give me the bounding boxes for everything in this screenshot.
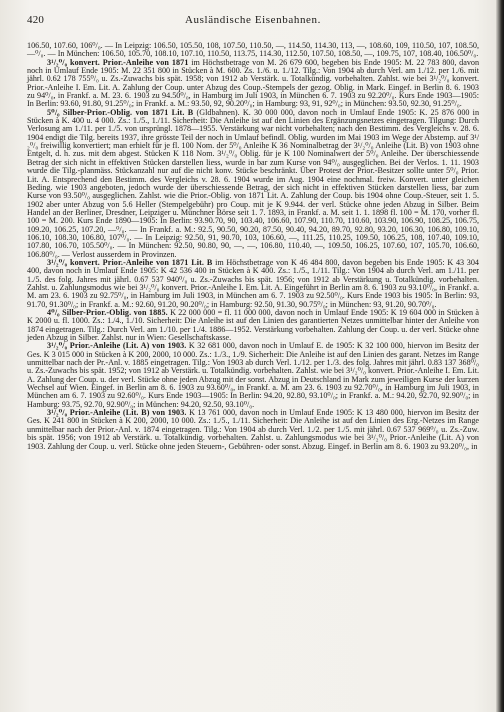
bond-title: 3¹/₂⁰/₀ konvert. Prior.-Anleihe von 1871 Lit. B bbox=[47, 257, 213, 267]
paragraph bbox=[27, 309, 479, 342]
paragraph-text: K 22 000 000 = fl. 11 000 000, davon noch in Umlauf Ende 1905: K 19 604 000 in Stücken à K 2000 u. fl. 1000. Zs.: 1./4., 1./10. Sicherheit: Die Anleihe ist auf den Linien des garantierten Netzes unmittelbar hinter der Anleihe von 1874 eingetragen. Tilg.: Durch Verl. am 1./10. per 1./4. 1886—1952. Verstärkung vorbehalten. Zahlung der Coup. u. der verl. Stücke ohne jeden Abzug in Silber. Zahlst. nur in Wien: Gesellschaftskasse. bbox=[27, 308, 480, 343]
bond-title: 5⁰/₀ Silber-Prior.-Oblig. von 1871 Lit. B bbox=[47, 107, 194, 117]
paragraph bbox=[27, 42, 479, 59]
body-text bbox=[27, 42, 479, 451]
bond-title: 3¹/₂⁰/₀ Prior.-Anleihe (Lit. A) von 1903. bbox=[47, 341, 187, 351]
paragraph bbox=[27, 409, 479, 451]
running-title: Ausländische Eisenbahnen. bbox=[185, 14, 321, 26]
bond-title: 3¹/₂⁰/₀ Prior.-Anleihe (Lit. B) von 1903. bbox=[47, 408, 187, 418]
paragraph-text: (Gldbahnen). K. 30 000 000, davon noch in Umlauf Ende 1905: K. 25 876 000 in Stücken à K. 400 u. 4 000. Zs.: 1./5., 1./11. Sicherheit: Die Anleihe ist auf den Linien des Ergänzungsnetzes eingetragen. Tilgung: Durch Verlosung am 1./11. per 1./5. von ursprüngl. 1878—1955. Verstärkung war nicht vorbehalten; nach den Bestimm. des Vergleichs v. 28. 6. 1904 endigt die Tilg. bereits 1937, ihre grösste Teil der noch in Umlauf befindl. Oblig. wurden im Mai 1903 im Wege der Abstemp. auf 3¹/₂⁰/₀ freiwillig konvertiert; man erhielt für je fl. 100 Nom. der 5⁰/₀ Anleihe K 36 Nominalbetrag der 3¹/₂⁰/₀ Anleihe (Lit. B) von 1903 ohne Entgelt, d. h. zus. mit dem abgest. Stücken K 118 Nom. 3¹/₂⁰/₀ Oblig. für je K 100 Nominalwert der 5⁰/₀ Anleihe. Der überschiessende Betrag der sich nicht in effektiven Stücken darstellen liess, wurde in bar zum Kurse von 94⁰/₀ ausgeglichen. Bei der Verlos. 1. 11. 1903 wurde die Tilg.-planmäss. Stückanzahl nur auf die nicht konv. Stücke beschränkt. Über Protest der Prior.-Besitzer sollte unter 5⁰/₀ Prior. Lit. A. Entsprechend den Bestimm. des Vergleichs v. 28. 6. 1904 wurde im Aug. 1904 eine nochmal. freiw. Konvert. unter gleichen Beding. wie 1903 angeboten, jedoch wurde der überschiessende Betrag, der sich nicht in effektiven Stücken darstellen liess, bar zum Kurse von 93.50⁰/₀ ausgeglichen. Zahlst. wie die Prior.-Oblig. von 1871 Lit. A. Zahlung der Coup. bis 1904 ohne Coup.-Steuer, seit 1. 5. 1902 aber unter Abzug von 5.6 Heller (Stempelgebühr) pro Coup. mit je K 9.944. der verl. Stücke ohne jeden Abzug in Silber. Beim Handel an der Berliner, Dresdner, Leipziger u. Münchner Börse seit 1. 7. 1893, in Frankf. a. M. seit 1. 1. 1898 fl. 100 = M. 170, vorher fl. 100 = M. 200. Kurs Ende 1890—1905: In Berlin: 93.90.70, 90, 103.40, 106.60, 107.90, 110.70, 110.60, 103.90, 106.90, 108.25, 106.75, 109.20, 106.25, 107.20, —⁰/₀. — In Frankf. a. M.: 92.5, 90.50, 90.20, 87.50, 90.40, 94.20, 89.70, 92.80, 93.20, 106.30, 106.80, 109.10, 106.10, 108.30, 106.80, 107⁰/₀. — In Leipzig: 92.50, 91, 90.70, 103, 106.60, —, 111.25, 110.25, 109.50, 106.25, 108, 107.40, 109.10, 107.80, 106.70, 105.50⁰/₀. — In München: 92.50, 90.80, 90, —, —, 106.80, 110.40, —, 109.50, 106.25, 107.60, 107, 105.70, 106.60, 106.80⁰/₀. — Verlost ausserdem in Provinzen. bbox=[27, 107, 480, 259]
page-header bbox=[27, 14, 479, 30]
paragraph-text: K 32 681 000, davon noch in Umlauf E. de 1905: K 32 100 000, hiervon im Besitz der Ges. K 3 015 000 in Stücken à K 200, 2000, 10 000. Zs.: 1./3., 1./9. Sicherheit: Die Anleihe ist auf den Linien des garant. Netzes im Range unmittelbar nach der Pr.-Anl. v. 1885 eingetragen. Tilg.: Von 1903 ab durch Verl. 1./12. per 1./3. des folg. Jahres mit jährl. 0.83 137 368⁰/₀ u. Zs.-Zuwachs bis spät. 1952; von 1912 ab Verstärk. u. Totalkündig. vorbehalten. Zahlst. wie bei 3¹/₂⁰/₀ konvert. Prior.-Anleihe I. Em. Lit. A. Zahlung der Coup. u. der verl. Stücke ohne jeden Abzug mit der sonst. Abzug in Deutschland in Mark zum jeweiligen Kurse der kurzen Wechsel auf Wien. Eingef. in Berlin am 8. 6. 1903 zu 93.60⁰/₀, in Frankf. a. M. am 23. 6. 1903 zu 92.70⁰/₀, in Hamburg im Juli 1903, in München am 6. 7. 1903 zu 92.60⁰/₀. Kurs Ende 1903—1905: In Berlin: 94.20, 92.80, 93.10⁰/₀; in Frankf. a. M.: 94.20, 92.70, 92.90⁰/₀; in Hamburg: 93.75, 92.70, 92.90⁰/₀; in München: 94.20, 92.50, 93.10⁰/₀. bbox=[27, 341, 479, 409]
page-number: 420 bbox=[27, 14, 45, 26]
paragraph-text: K 13 761 000, davon noch in Umlauf Ende 1905: K 13 480 000, hiervon im Besitz der Ges. K 241 800 in Stücken à K 200, 2000, 10 000. Zs.: 1./5., 1./11. Sicherheit: Die Anleihe ist auf den Linien des Erg.-Netzes im Range unmittelbar nach der Prior.-Anl. v. 1874 eingetragen. Tilg.: Von 1904 ab durch Verl. 1./2. per 1./5. mit jährl. 0.67 537 969⁰/₀ u. Zs.-Zuw. bis spät. 1956; von 1912 ab Verstärk. u. Totalkündig. vorbehalten. Zahlst. u. Zahlungsmodus wie bei 3¹/₂⁰/₀ Prior.-Anleihe (Lit. A) von 1903. Zahlung der Coup. u. verl. Stücke ohne jeden Steuern-, Gebühren- oder sonst. Abzug. Eingef. in Berlin am 8. 6. 1903 zu 93.20⁰/₀, in bbox=[27, 408, 480, 451]
paragraph bbox=[27, 342, 479, 409]
paragraph bbox=[27, 259, 479, 309]
paragraph bbox=[27, 59, 479, 109]
binding-edge bbox=[496, 0, 504, 712]
paragraph-text: 106.50, 107.60, 106⁰/₀. — In Leipzig: 106.50, 105.50, 108, 107.50, 110.50, —, 114.50, 114.30, 113, —, 108.60, 109, 110.50, 107, 108.50, —⁰/₀. — In München: 106.50, 105.70, 108.10, 107.10, 110.50, 113.75, 114.30, 112.50, 107.50, 108.50, —, 109.75, 107, 108.40, 106.50⁰/₀. bbox=[27, 41, 479, 59]
paragraph-text: im Höchstbetrage von M. 26 679 600, begeben bis Ende 1905: M. 22 783 800, davon noch in Umlauf Ende 1905: M. 22 351 800 in Stücken à M. 600. Zs. 1./6. u. 1./12. Tilg.: Von 1904 ab durch Verl. am 1./12. per 1./6. mit jährl. 0.62 178 755⁰/₀ u. Zs.-Zuwachs bis spät. 1958; von 1912 ab Verstärk. u. Totalkündig. vorbehalten. Zahlst. wie bei 3¹/₂⁰/₀ konvert. Prior.-Anleihe I. Em. Lit. A. Zahlung der Coup. unter Abzug des Coup.-Stempels der gezog. Oblig. in Mark. Eingef. in Berlin 8. 6. 1903 zu 94⁰/₀, in Frankf. a. M. 23. 6. 1903 zu 94.50⁰/₀, in Hamburg im Juli 1903, in München 6. 7. 1903 zu 92.20⁰/₀. Kurs Ende 1903—1905: In Berlin: 93.60, 91.80, 91.25⁰/₀; in Frankf. a. M.: 93.50, 92, 90.20⁰/₀; in Hamburg: 93, 91, 92⁰/₀; in München: 93.50, 92.30, 91.25⁰/₀. bbox=[27, 57, 480, 109]
bond-title: 4⁰/₀ Silber-Prior.-Oblig. von 1885. bbox=[47, 308, 168, 317]
paragraph-text: im Höchstbetrage von K 46 484 800, davon begeben bis Ende 1905: K 43 304 400, davon noch in Umlauf Ende 1905: K 42 536 400 in Stücken à K 400. Zs.: 1./5., 1./11. Tilg.: Von 1904 ab durch Verl. am 1./11. per 1./5. des folg. Jahres mit jährl. 0.67 537 940⁰/₀ u. Zs.-Zuwachs bis spät. 1956; von 1912 ab Verstärkung u. Totalkündig. vorbehalten. Zahlst. u. Zahlungsmodus wie bei 3¹/₂⁰/₀ konvert. Prior.-Anleihe I. Em. Lit. A. Eingeführt in Berlin am 8. 6. 1903 zu 93.10⁰/₀, in Frankf. a. M. am 23. 6. 1903 zu 92.75⁰/₀, in Hamburg im Juli 1903, in München am 6. 7. 1903 zu 92.50⁰/₀. Kurs Ende 1903 bis 1905: In Berlin: 93, 91.70, 91.30⁰/₀; in Frankf. a. M.: 92.60, 91.20, 90.20⁰/₀; in Hamburg: 92.50, 91.30, 90.75⁰/₀; in München: 93, 91.20, 90.70⁰/₀. bbox=[27, 257, 479, 309]
bond-title: 3¹/₂⁰/₀ konvert. Prior.-Anleihe von 1871 bbox=[47, 57, 189, 67]
paragraph bbox=[27, 109, 479, 259]
